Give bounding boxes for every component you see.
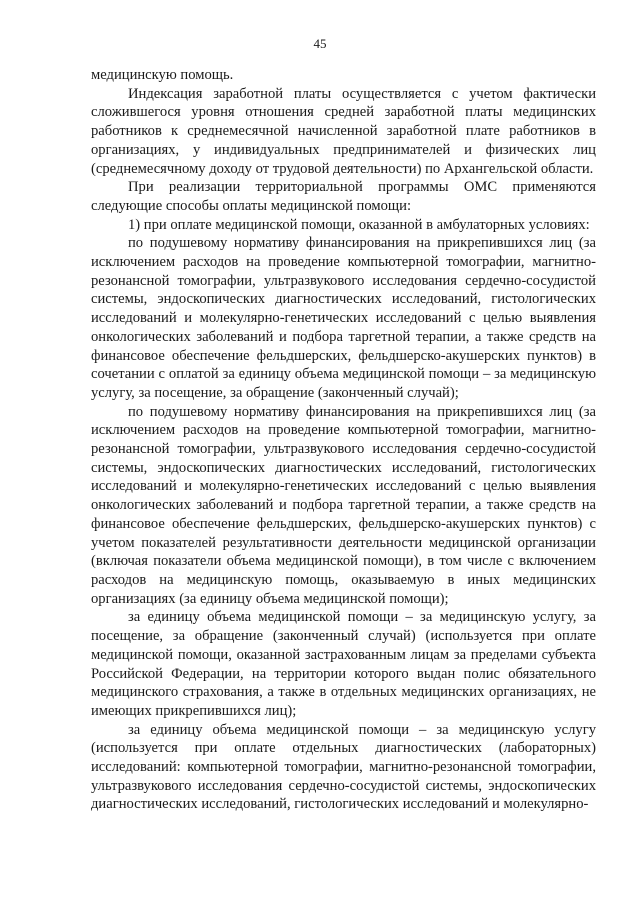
paragraph-outpatient-item: 1) при оплате медицинской помощи, оказанной в амбулаторных условиях:: [128, 216, 590, 233]
document-body: [91, 66, 596, 814]
paragraph-salary-indexation: Индексация заработной платы осуществляется с учетом фактически сложившегося уровня отношения средней заработной платы медицинских работников к среднемесячной начисленной заработной плате работников в организациях, у индивидуальных предпринимателей и физических лиц (среднемесячному доходу от трудовой деятельности) по Архангельской области.: [91, 85, 596, 177]
paragraph-per-unit-diagnostics: за единицу объема медицинской помощи – за медицинскую услугу (используется при оплате отдельных диагностических (лабораторных) исследований: компьютерной томографии, магнитно-резонансной томографии, ультразвукового исследования сердечно-сосудистой системы, эндоскопических диагностических исследований, гистологических исследований и молекулярно-: [91, 721, 596, 813]
paragraph-continuation: медицинскую помощь.: [91, 67, 234, 83]
paragraph-per-capita-combined: по подушевому нормативу финансирования на прикрепившихся лиц (за исключением расходов на проведение компьютерной томографии, магнитно-резонансной томографии, ультразвукового исследования сердечно-сосудистой системы, эндоскопических диагностических исследований, гистологических исследований и молекулярно-генетических исследований с целью выявления онкологических заболеваний и подбора таргетной терапии, а также средств на финансовое обеспечение фельдшерских, фельдшерско-акушерских пунктов) в сочетании с оплатой за единицу объема медицинской помощи – за медицинскую услугу, за посещение, за обращение (законченный случай);: [91, 235, 596, 401]
paragraph-per-unit-visit: за единицу объема медицинской помощи – за медицинскую услугу, за посещение, за обращение (законченный случай) (используется при оплате медицинской помощи, оказанной застрахованным лицам за пределами субъекта Российской Федерации, на территории которого выдан полис обязательного медицинского страхования, а также в отдельных медицинских организациях, не имеющих прикрепившихся лиц);: [91, 609, 596, 719]
paragraph-payment-methods-intro: При реализации территориальной программы ОМС применяются следующие способы оплаты медицинской помощи:: [91, 179, 596, 214]
page-number: 45: [313, 36, 327, 51]
paragraph-per-capita-performance: по подушевому нормативу финансирования на прикрепившихся лиц (за исключением расходов на проведение компьютерной томографии, магнитно-резонансной томографии, ультразвукового исследования сердечно-сосудистой системы, эндоскопических диагностических исследований, гистологических исследований и молекулярно-генетических исследований с целью выявления онкологических заболеваний и подбора таргетной терапии, а также средств на финансовое обеспечение фельдшерских, фельдшерско-акушерских пунктов) с учетом показателей результативности деятельности медицинской организации (включая показатели объема медицинской помощи), в том числе с включением расходов на медицинскую помощь, оказываемую в иных медицинских организациях (за единицу объема медицинской помощи);: [91, 403, 596, 607]
